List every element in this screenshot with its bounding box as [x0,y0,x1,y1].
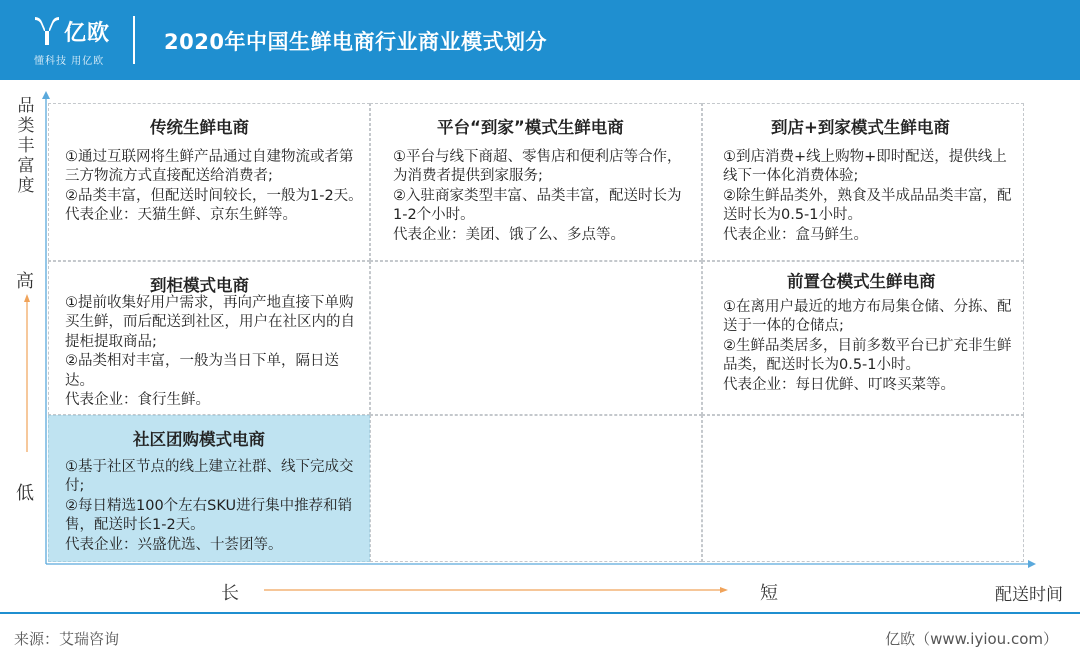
logo [32,12,118,68]
x-axis-long: 长 [221,583,239,604]
y-axis-low: 低 [16,483,34,504]
time-arrow-icon [720,587,728,593]
cell-body: ①在离用户最近的地方布局集仓储、分拣、配送于一体的仓储点; ②生鲜品类居多，目前多数平台已扩充非生鲜品类，配送时长为0.5-1小时。 代表企业：每日优鲜、叮咚买菜等。 [723,299,1012,393]
cell-traditional [48,103,370,261]
cell-body: ①平台与线下商超、零售店和便利店等合作，为消费者提供到家服务; ②入驻商家类型丰富、品类丰富，配送时长为1-2个小时。 代表企业：美团、饿了么、多点等。 [393,149,682,243]
cell-store [702,103,1024,261]
header-divider [133,16,135,64]
cell-platform [370,103,702,261]
page-title: 2020年中国生鲜电商行业商业模式划分 [164,30,547,54]
brand-credit: 亿欧（www.iyiou.com） [885,630,1058,648]
cell-title: 平台“到家”模式生鲜电商 [437,118,624,137]
cell-title: 到柜模式电商 [150,276,249,295]
cell-frontwarehouse [702,261,1024,415]
cell-body: ①提前收集好用户需求，再向产地直接下单购买生鲜，而后配送到社区，用户在社区内的自提柜提取商品; ②品类相对丰富，一般为当日下单，隔日送达。 代表企业：食行生鲜。 [65,295,355,409]
header-banner [0,0,1080,80]
cell-locker [48,261,370,415]
cell-body: ①基于社区节点的线上建立社群、线下完成交付; ②每日精选100个左右SKU进行集中推荐和销售，配送时长1-2天。 代表企业：兴盛优选、十荟团等。 [65,459,354,553]
logo-mark-icon [32,14,62,48]
cell-empty-bottom-middle [370,415,702,562]
x-axis-arrow-icon [1028,560,1036,568]
cell-empty-bottom-right [702,415,1024,562]
source-note: 来源：艾瑞咨询 [14,630,120,648]
y-axis-arrow-icon [42,91,50,99]
y-axis-high: 高 [16,271,34,292]
x-axis-short: 短 [760,583,778,604]
logo-text: 亿欧 [64,21,111,46]
richness-arrow-icon [24,294,30,302]
footer-divider [0,612,1080,614]
cell-title: 社区团购模式电商 [133,430,265,449]
logo-slogan: 懂科技 用亿欧 [34,56,105,67]
cell-title: 传统生鲜电商 [150,118,249,137]
x-axis-label: 配送时间 [995,585,1063,605]
cell-title: 到店+到家模式生鲜电商 [771,118,950,137]
cell-body: ①通过互联网将生鲜产品通过自建物流或者第三方物流方式直接配送给消费者; ②品类丰富，但配送时间较长，一般为1-2天。 代表企业：天猫生鲜、京东生鲜等。 [65,149,363,224]
cell-community [48,415,370,562]
y-axis-label: 品 类 丰 富 度 [17,96,35,196]
cell-empty-middle [370,261,702,415]
cell-title: 前置仓模式生鲜电商 [787,272,936,291]
cell-body: ①到店消费+线上购物+即时配送，提供线上线下一体化消费体验; ②除生鲜品类外，熟食及半成品品类丰富，配送时长为0.5-1小时。 代表企业：盒马鲜生。 [723,149,1012,243]
